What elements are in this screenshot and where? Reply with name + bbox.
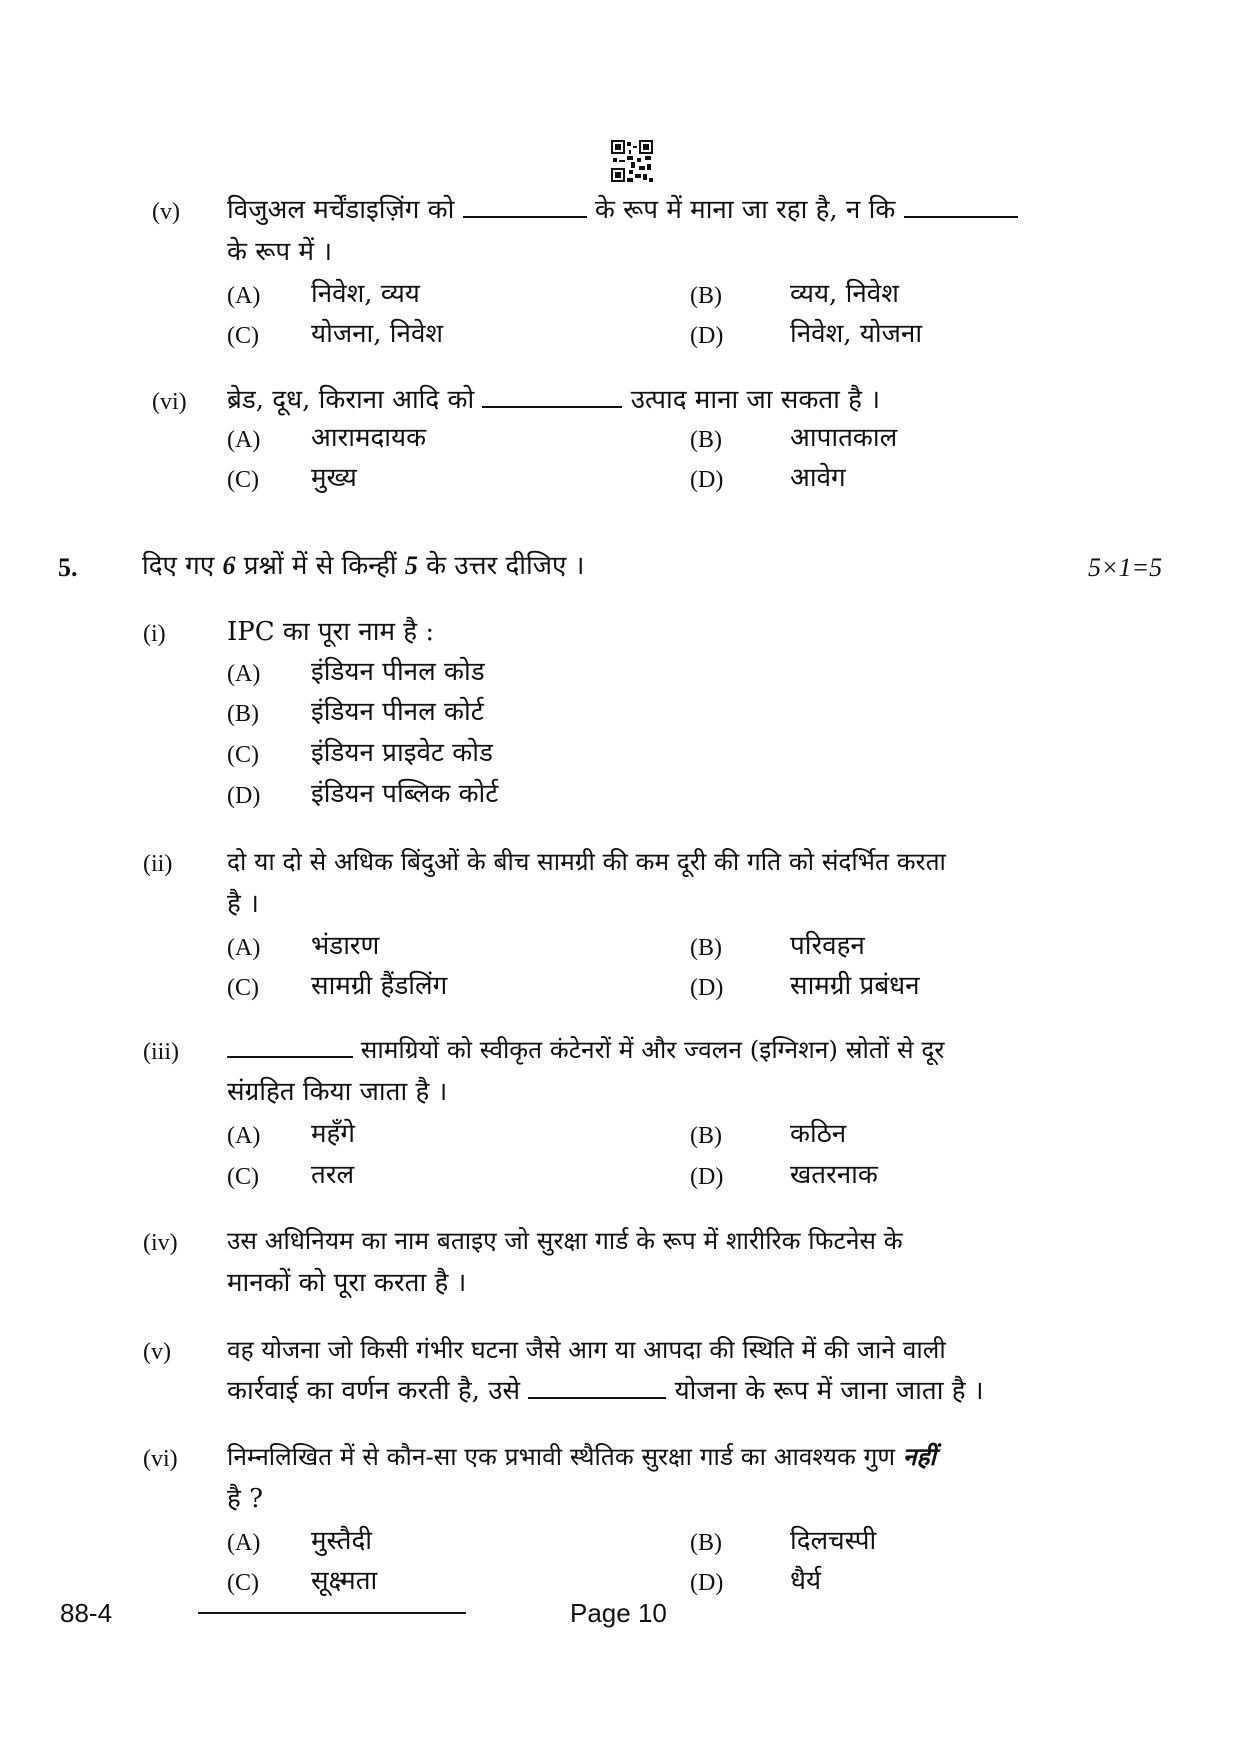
option-letter: (C)	[227, 742, 259, 768]
option-letter: (B)	[690, 1123, 722, 1149]
qr-code-icon	[611, 140, 653, 182]
marks-allocation: 5×1=5	[1088, 553, 1163, 582]
option-letter: (C)	[227, 1570, 259, 1596]
option-text: निवेश, योजना	[790, 319, 923, 349]
question-number-5: 5.	[58, 553, 78, 582]
option-letter: (D)	[690, 975, 724, 1001]
option-letter: (D)	[690, 1570, 724, 1596]
question-stem: उस अधिनियम का नाम बताइए जो सुरक्षा गार्ड के रूप में शारीरिक फिटनेस के	[227, 1226, 903, 1255]
option-text: इंडियन पीनल कोड	[311, 657, 485, 687]
option-text: इंडियन पब्लिक कोर्ट	[311, 779, 499, 809]
option-letter: (A)	[227, 427, 261, 453]
option-text: मुख्य	[311, 463, 357, 493]
option-text: धैर्य	[790, 1566, 822, 1596]
option-letter: (C)	[227, 467, 259, 493]
option-letter: (C)	[227, 975, 259, 1001]
question-stem-line2: है ?	[227, 1484, 264, 1514]
question-stem-line2: मानकों को पूरा करता है ।	[227, 1268, 467, 1298]
question-stem: सामग्रियों को स्वीकृत कंटेनरों में और ज्वलन (इग्निशन) स्रोतों से दूर	[227, 1034, 944, 1066]
option-letter: (D)	[690, 1164, 724, 1190]
answer-blank	[482, 400, 622, 408]
answer-blank	[227, 1050, 353, 1058]
question-number: (v)	[152, 199, 180, 225]
option-text: आपातकाल	[790, 423, 898, 453]
option-text: दिलचस्पी	[790, 1526, 877, 1556]
option-text: आवेग	[790, 463, 846, 493]
option-text: आरामदायक	[311, 423, 427, 453]
question-stem: दो या दो से अधिक बिंदुओं के बीच सामग्री की कम दूरी की गति को संदर्भित करता	[227, 847, 946, 876]
option-letter: (D)	[690, 467, 724, 493]
question-number: (vi)	[143, 1446, 178, 1472]
question-number: (vi)	[152, 389, 187, 415]
option-text: खतरनाक	[790, 1160, 878, 1190]
option-letter: (A)	[227, 661, 261, 687]
option-text: मुस्तैदी	[311, 1526, 373, 1556]
emphasis-not: नहीं	[902, 1442, 936, 1471]
option-letter: (A)	[227, 1530, 261, 1556]
answer-blank	[528, 1391, 666, 1399]
option-letter: (C)	[227, 323, 259, 349]
option-text: योजना, निवेश	[311, 319, 444, 349]
option-letter: (B)	[690, 1530, 722, 1556]
question-stem: विजुअल मर्चेंडाइज़िंग को के रूप में माना जा रहा है, न कि	[227, 194, 1018, 226]
question-number: (i)	[143, 621, 166, 647]
option-text: इंडियन प्राइवेट कोड	[311, 738, 493, 768]
answer-blank	[463, 210, 587, 218]
option-text: कठिन	[790, 1119, 847, 1149]
question-5-instruction: दिए गए 6 प्रश्नों में से किन्हीं 5 के उत्तर दीजिए ।	[142, 551, 585, 581]
question-stem: ब्रेड, दूध, किराना आदि को उत्पाद माना जा सकता है ।	[227, 385, 881, 415]
option-letter: (B)	[690, 427, 722, 453]
option-letter: (B)	[227, 701, 259, 727]
question-stem-line2: के रूप में ।	[227, 237, 333, 267]
answer-blank	[904, 210, 1018, 218]
option-text: सूक्ष्मता	[311, 1566, 378, 1596]
question-number: (ii)	[143, 851, 173, 877]
option-letter: (C)	[227, 1164, 259, 1190]
option-letter: (B)	[690, 283, 722, 309]
option-letter: (A)	[227, 935, 261, 961]
question-stem-line2: संग्रहित किया जाता है ।	[227, 1077, 448, 1107]
option-text: परिवहन	[790, 931, 865, 961]
question-stem-line2: कार्रवाई का वर्णन करती है, उसे योजना के रूप में जाना जाता है ।	[227, 1376, 984, 1406]
option-text: इंडियन पीनल कोर्ट	[311, 697, 484, 727]
option-text: सामग्री हैंडलिंग	[311, 971, 448, 1001]
footer-divider	[198, 1612, 466, 1614]
paper-code: 88-4	[60, 1598, 113, 1628]
question-stem: वह योजना जो किसी गंभीर घटना जैसे आग या आपदा की स्थिति में की जाने वाली	[227, 1335, 946, 1364]
option-letter: (B)	[690, 935, 722, 961]
question-stem: IPC का पूरा नाम है :	[227, 617, 435, 647]
option-text: महँगे	[311, 1119, 355, 1149]
page-number: Page 10	[570, 1598, 667, 1628]
question-number: (iii)	[143, 1039, 179, 1065]
option-letter: (D)	[227, 783, 261, 809]
question-stem-line2: है ।	[227, 889, 259, 919]
option-letter: (D)	[690, 323, 724, 349]
option-text: भंडारण	[311, 931, 380, 961]
option-letter: (A)	[227, 1123, 261, 1149]
option-text: व्यय, निवेश	[790, 279, 899, 309]
option-text: निवेश, व्यय	[311, 279, 420, 309]
question-stem: निम्नलिखित में से कौन-सा एक प्रभावी स्थैतिक सुरक्षा गार्ड का आवश्यक गुण नहीं	[227, 1442, 936, 1471]
option-letter: (A)	[227, 283, 261, 309]
option-text: सामग्री प्रबंधन	[790, 971, 920, 1001]
question-number: (iv)	[143, 1230, 178, 1256]
question-number: (v)	[143, 1339, 171, 1365]
option-text: तरल	[311, 1160, 355, 1190]
